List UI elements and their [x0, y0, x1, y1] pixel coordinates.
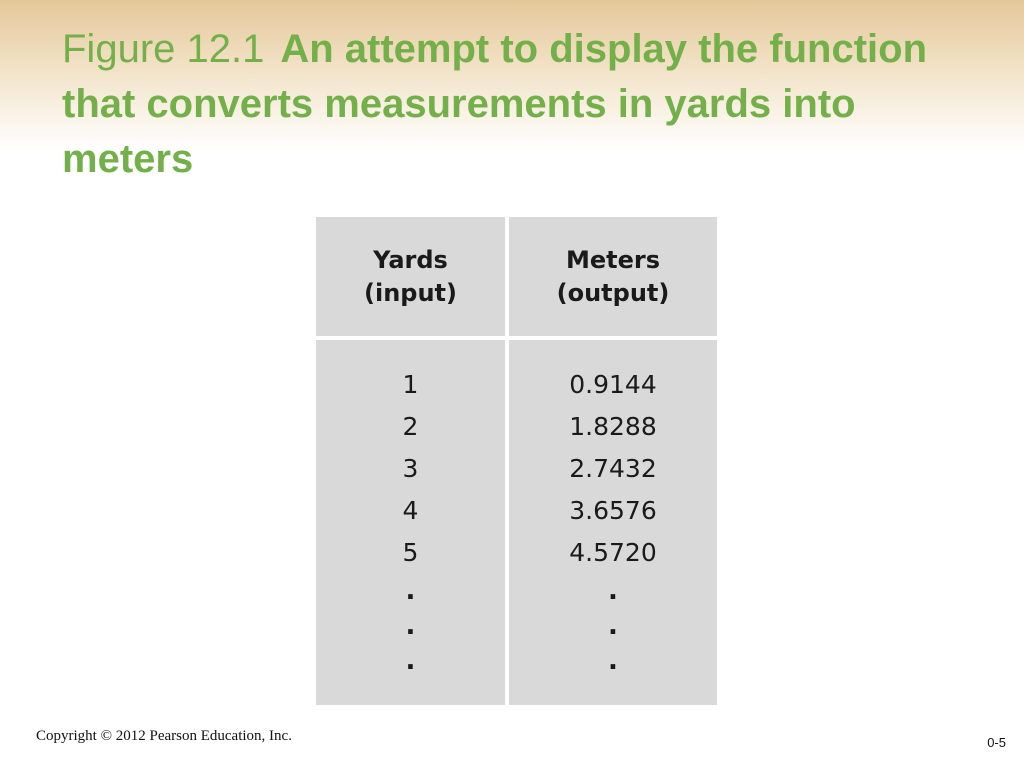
meters-cell: 3.6576 — [569, 496, 657, 525]
slide-title — [62, 22, 962, 187]
meters-cell: 2.7432 — [569, 454, 657, 483]
yards-continuation-dot: . — [405, 611, 416, 641]
meters-cell: 0.9144 — [569, 370, 657, 399]
meters-column-header — [509, 217, 717, 336]
meters-column-body — [509, 340, 717, 705]
yards-column-body — [316, 340, 505, 705]
yards-cell: 1 — [402, 370, 419, 399]
meters-header-title: Meters — [565, 245, 661, 274]
meters-cell: 1.8288 — [569, 412, 657, 441]
meters-continuation-dot: . — [608, 611, 618, 641]
figure-label: Figure 12.1 — [62, 27, 265, 71]
yards-continuation-dot: . — [405, 646, 416, 676]
meters-cell: 4.5720 — [569, 538, 657, 567]
figure-caption: An attempt to display the function that converts measurements in yards into meters — [62, 27, 928, 181]
conversion-table — [316, 217, 717, 705]
yards-cell: 3 — [402, 454, 419, 483]
yards-cell: 4 — [402, 496, 419, 525]
yards-header-subtitle: (input) — [364, 278, 457, 307]
yards-continuation-dot: . — [405, 576, 416, 606]
meters-header-subtitle: (output) — [556, 278, 670, 307]
slide-number: 0-5 — [987, 735, 1006, 750]
yards-cell: 5 — [402, 538, 419, 567]
yards-cell: 2 — [402, 412, 419, 441]
meters-continuation-dot: . — [608, 576, 618, 606]
meters-continuation-dot: . — [608, 646, 618, 676]
yards-column-header — [316, 217, 505, 336]
copyright-notice: Copyright © 2012 Pearson Education, Inc. — [36, 728, 292, 744]
yards-header-title: Yards — [373, 245, 448, 274]
